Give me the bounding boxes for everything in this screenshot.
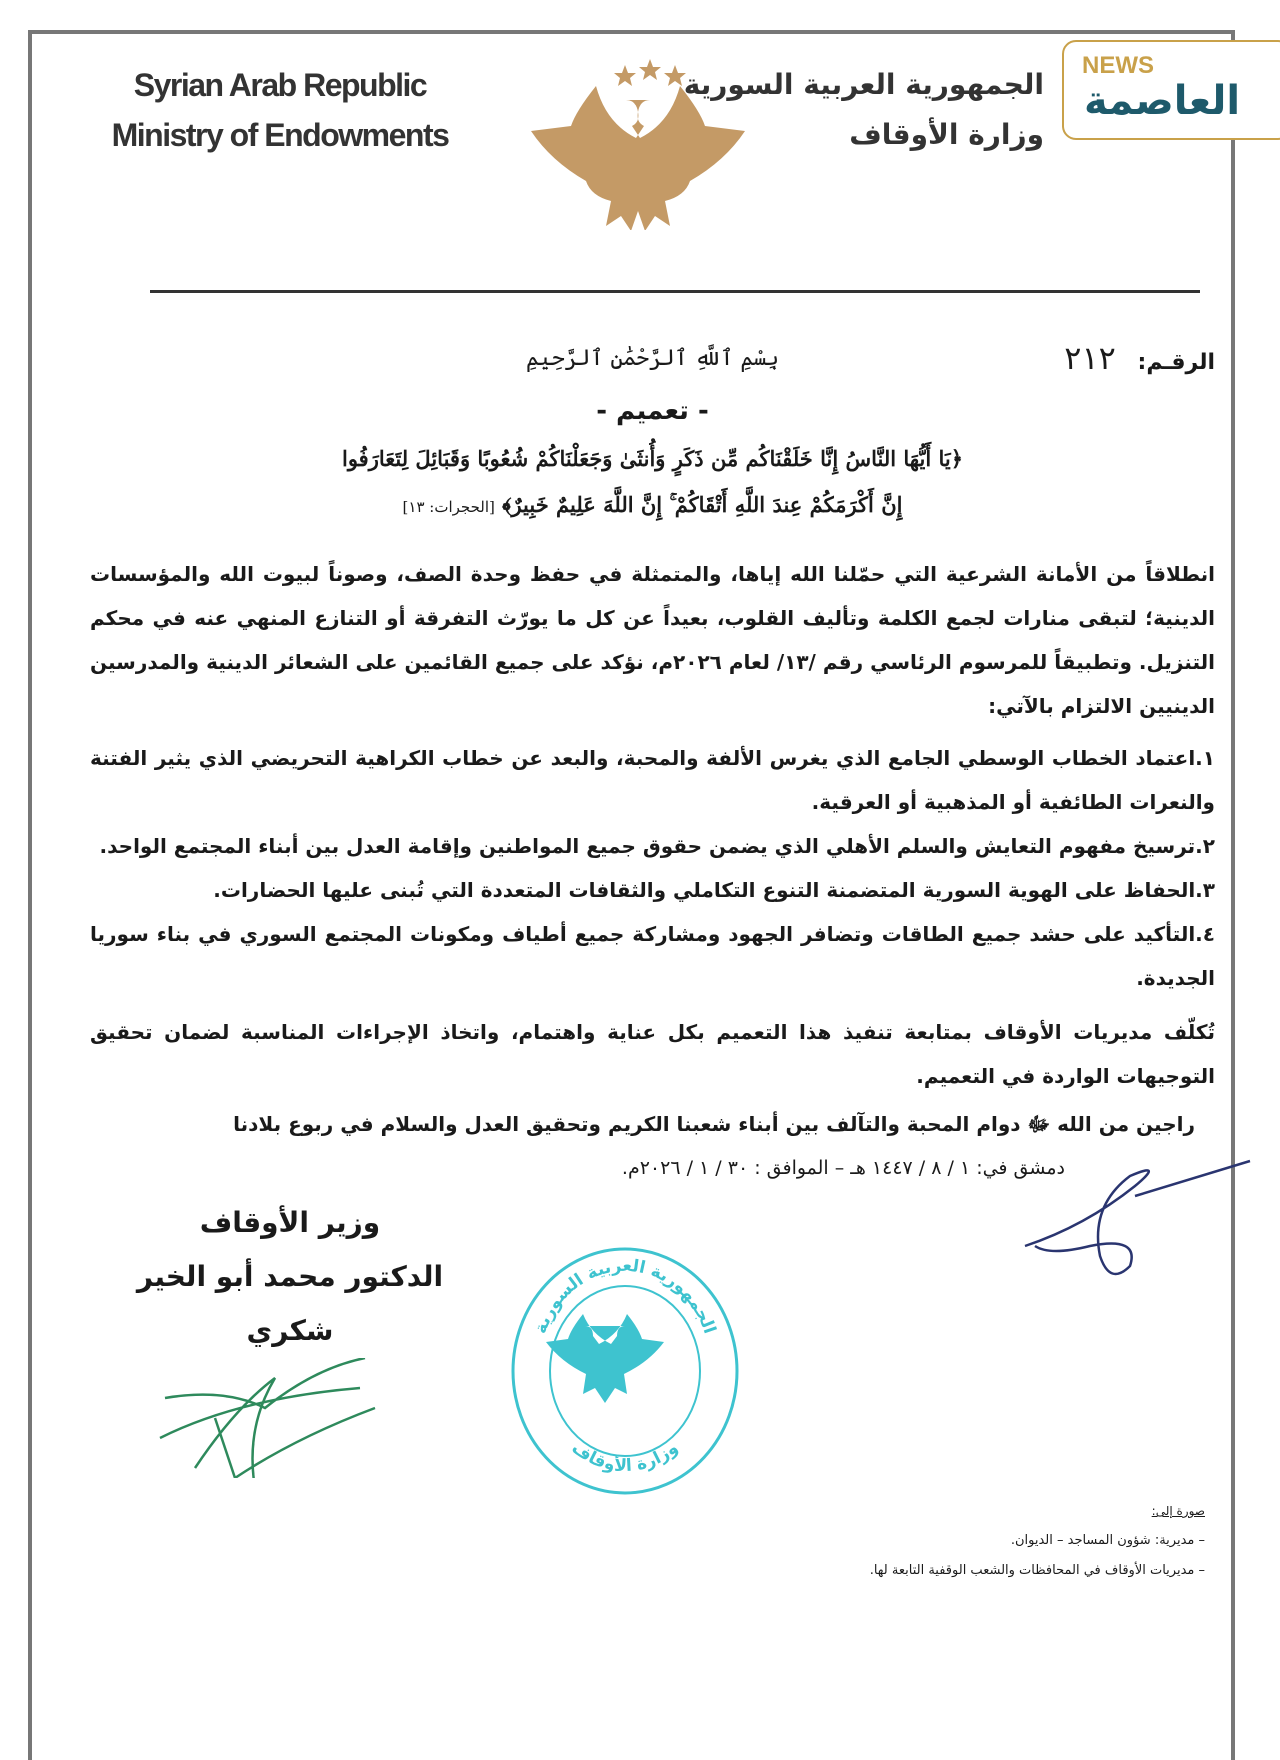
document-body <box>90 0 1215 1626</box>
list-item: ١.اعتماد الخطاب الوسطي الجامع الذي يغرس الألفة والمحبة، والبعد عن خطاب الكراهية التحريضي الذي يثير الفتنة والنعرات الطائفية أو المذهبية أو العرقية. <box>90 746 1215 814</box>
closing-paragraph: تُكلّف مديريات الأوقاف بمتابعة تنفيذ هذا التعميم بكل عناية واهتمام، واتخاذ الإجراءات المناسبة لضمان تحقيق التوجيهات الواردة في التعميم. <box>90 1020 1215 1088</box>
logo-arabic-text: العاصمة <box>1084 78 1241 124</box>
copies-label: صورة إلى: <box>1151 1504 1205 1518</box>
stamp-bottom-text: وزارة الأوقاف <box>567 1437 682 1477</box>
quran-verse <box>180 436 1125 530</box>
document-title: - تعميم - <box>596 396 709 426</box>
intro-paragraph: انطلاقاً من الأمانة الشرعية التي حمّلنا الله إياها، والمتمثلة في حفظ وحدة الصف، وصوناً لبيوت الله والمؤسسات الدينية؛ لتبقى منارات لجمع الكلمة وتأليف القلوب، بعيداً عن كل ما يورّث التفرقة أو التنازع المنهي عنه في محكم التنزيل. وتطبيقاً للمرسوم الرئاسي رقم /١٣/ لعام ٢٠٢٦م، نؤكد على جميع القائمين على الشعائر الدينية والمدرسين الدينيين الالتزام بالآتي: <box>90 562 1215 718</box>
list-item: ٤.التأكيد على حشد جميع الطاقات وتضافر الجهود ومشاركة جميع أطياف ومكونات المجتمع السوري في بناء سوريا الجديدة. <box>90 922 1215 990</box>
copies-item: – مديرية: شؤون المساجد – الديوان. <box>1010 1533 1205 1548</box>
header-en-ministry: Ministry of Endowments <box>111 117 449 153</box>
reference-label: الرقـم: <box>1137 350 1215 375</box>
copies-section <box>90 1496 1215 1586</box>
header-ar-country: الجمهورية العربية السورية <box>683 68 1044 101</box>
verse-line-2: إِنَّ أَكْرَمَكُمْ عِندَ اللَّهِ أَتْقَاكُمْ ۚ إِنَّ اللَّهَ عَلِيمٌ خَبِيرٌ﴾ <box>502 492 903 517</box>
copies-item: – مديريات الأوقاف في المحافظات والشعب الوقفية التابعة لها. <box>869 1563 1205 1578</box>
signature-left <box>155 1358 425 1478</box>
signature-right <box>1015 1156 1255 1296</box>
stamp-top-text: الجمهورية العربية السورية <box>530 1255 720 1337</box>
date-line: دمشق في: ١ / ٨ / ١٤٤٧ هـ – الموافق : ٣٠ / ١ / ٢٠٢٦م. <box>621 1157 1065 1179</box>
list-item: ٣.الحفاظ على الهوية السورية المتضمنة التنوع التكاملي والثقافات المتعددة التي تُبنى عليها الحضارات. <box>213 878 1215 902</box>
basmala: بِسْمِ ٱللَّهِ ٱلرَّحْمَٰنِ ٱلرَّحِيمِ <box>525 345 779 371</box>
header-ar-ministry: وزارة الأوقاف <box>849 118 1044 151</box>
list-item: ٢.ترسيخ مفهوم التعايش والسلم الأهلي الذي يضمن حقوق جميع المواطنين وإقامة العدل بين أبناء المجتمع الواحد. <box>99 834 1215 858</box>
signatory <box>90 1196 490 1478</box>
signatory-name: الدكتور محمد أبو الخير شكري <box>136 1260 444 1347</box>
logo-news-text: NEWS <box>1082 52 1154 79</box>
reference-row <box>90 330 1215 386</box>
reference-value: ٢١٢ <box>1064 339 1116 377</box>
prayer-line: راجين من الله ﷻ دوام المحبة والتآلف بين أبناء شعبنا الكريم وتحقيق العدل والسلام في ربوع بلادنا <box>233 1112 1195 1136</box>
header-en-country: Syrian Arab Republic <box>133 67 427 103</box>
official-stamp <box>500 1236 745 1496</box>
verse-line-1: ﴿يَا أَيُّهَا النَّاسُ إِنَّا خَلَقْنَاكُم مِّن ذَكَرٍ وَأُنثَىٰ وَجَعَلْنَاكُمْ شُعُوبًا وَقَبَائِلَ لِتَعَارَفُوا <box>341 446 964 471</box>
reference-number <box>1015 339 1215 377</box>
svg-text:وزارة الأوقاف <box>568 1438 682 1476</box>
signature-block <box>90 1196 1215 1496</box>
signatory-title: وزير الأوقاف <box>199 1206 381 1239</box>
verse-citation: [الحجرات: ١٣] <box>402 498 495 516</box>
